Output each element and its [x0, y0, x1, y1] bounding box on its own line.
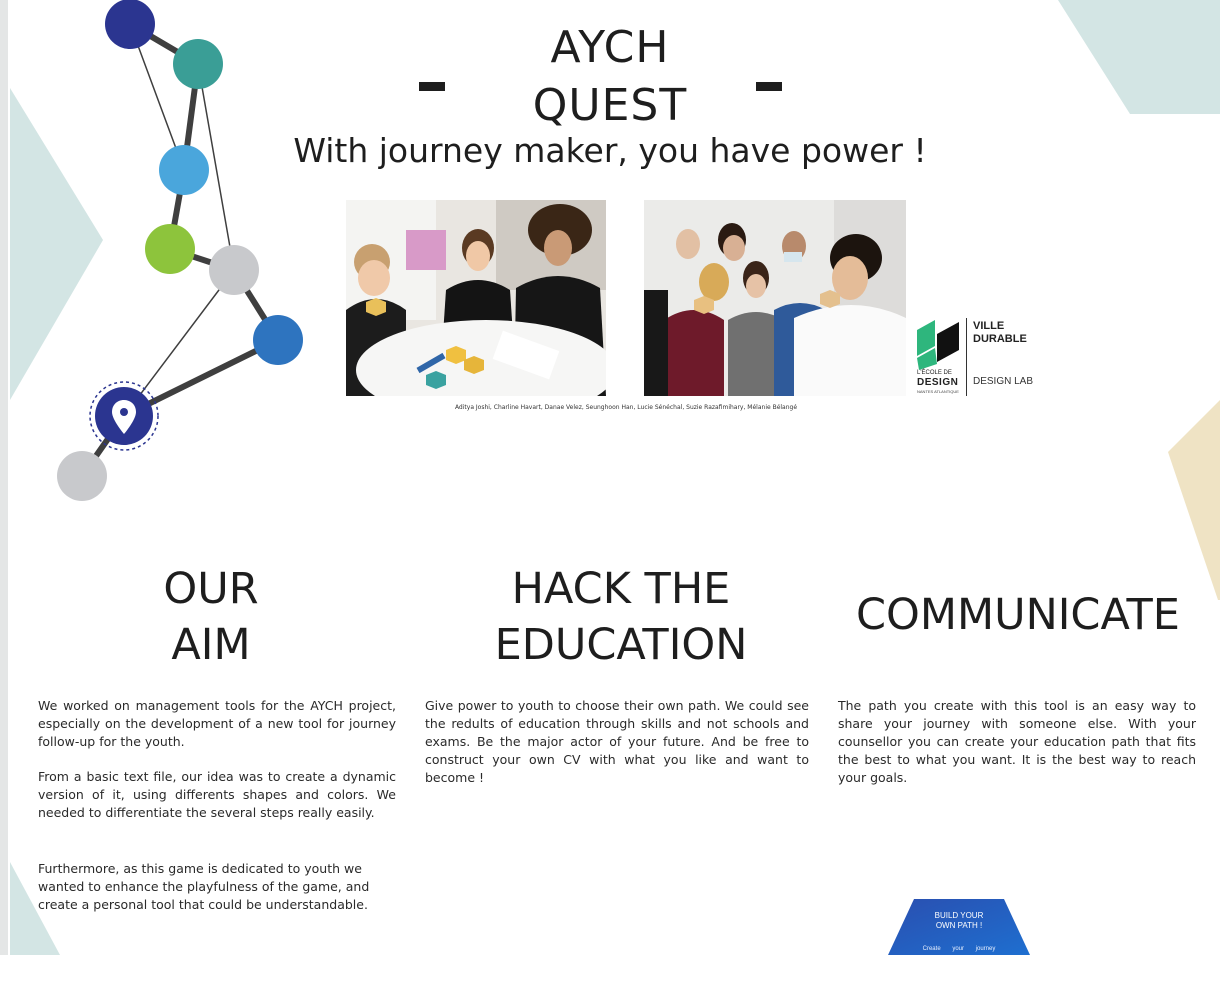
logo-design-lab: DESIGN LAB [973, 376, 1034, 387]
subtitle: With journey maker, you have power ! [293, 131, 927, 170]
team-photo-group [644, 200, 906, 396]
path-node-grey [209, 245, 259, 295]
heading-hack-the-education [444, 561, 798, 673]
logo-nantes-text: NANTES ATLANTIQUE [917, 389, 959, 394]
path-node-blue [253, 315, 303, 365]
heading-communicate: COMMUNICATE [856, 590, 1180, 640]
team-photo-table [346, 200, 606, 396]
aim-paragraph-1: We worked on management tools for the AYCH project, especially on the development of a new tool for journey follow-up for the youth. [38, 698, 396, 749]
heading-our-aim [90, 561, 332, 673]
title-line-2: QUEST [532, 80, 688, 131]
build-your-path-badge [888, 899, 1030, 955]
logo-line-1: VILLE [973, 320, 1005, 332]
logo-separator [966, 318, 967, 396]
aim-paragraph-3: Furthermore, as this game is dedicated to youth we wanted to enhance the playfulness of the game, and create a personal tool that could be understandable. [38, 861, 370, 912]
page-bottom-margin [0, 955, 1220, 990]
communicate-paragraph: The path you create with this tool is an easy way to share your journey with someone else. With your counsellor you can create your education path that fits the best to what you want. It is the best way to reach your goals. [838, 698, 1196, 785]
logo-ville-durable [973, 320, 1053, 346]
badge-title [888, 911, 1030, 931]
badge-title-line-2: OWN PATH ! [935, 921, 983, 930]
badge-title-line-1: BUILD YOUR [934, 911, 984, 920]
hack-paragraph: Give power to youth to choose their own path. We could see the redults of education through skills and not schools and exams. Be the major actor of your future. And be free to construct your own CV with what you like and want to become ! [425, 698, 809, 785]
photo-credits: Aditya Joshi, Charline Havart, Danae Velez, Seunghoon Han, Lucie Sénéchal, Suzie Razafimihary, Mélanie Bélangé [454, 404, 798, 411]
ecole-design-logo [916, 318, 1056, 402]
ecole-design-logo-icon [917, 320, 961, 370]
aim-paragraph-2: From a basic text file, our idea was to create a dynamic version of it, using differents shapes and colors. We needed to differentiate the several steps really easily. [38, 769, 396, 820]
heading-hack-line-2: EDUCATION [494, 620, 748, 670]
logo-line-2: DURABLE [973, 333, 1027, 345]
heading-our-aim-line-1: OUR [163, 564, 259, 614]
title-line-1: AYCH [550, 22, 670, 73]
heading-hack-line-1: HACK THE [511, 564, 731, 614]
badge-subtext: Create your journey [922, 946, 996, 952]
logo-ecole-text: L'ÉCOLE DE [917, 370, 952, 376]
logo-design-text: DESIGN [917, 377, 959, 388]
heading-our-aim-line-2: AIM [171, 620, 251, 670]
path-node-grey-end [57, 451, 107, 501]
path-node-lime [145, 224, 195, 274]
